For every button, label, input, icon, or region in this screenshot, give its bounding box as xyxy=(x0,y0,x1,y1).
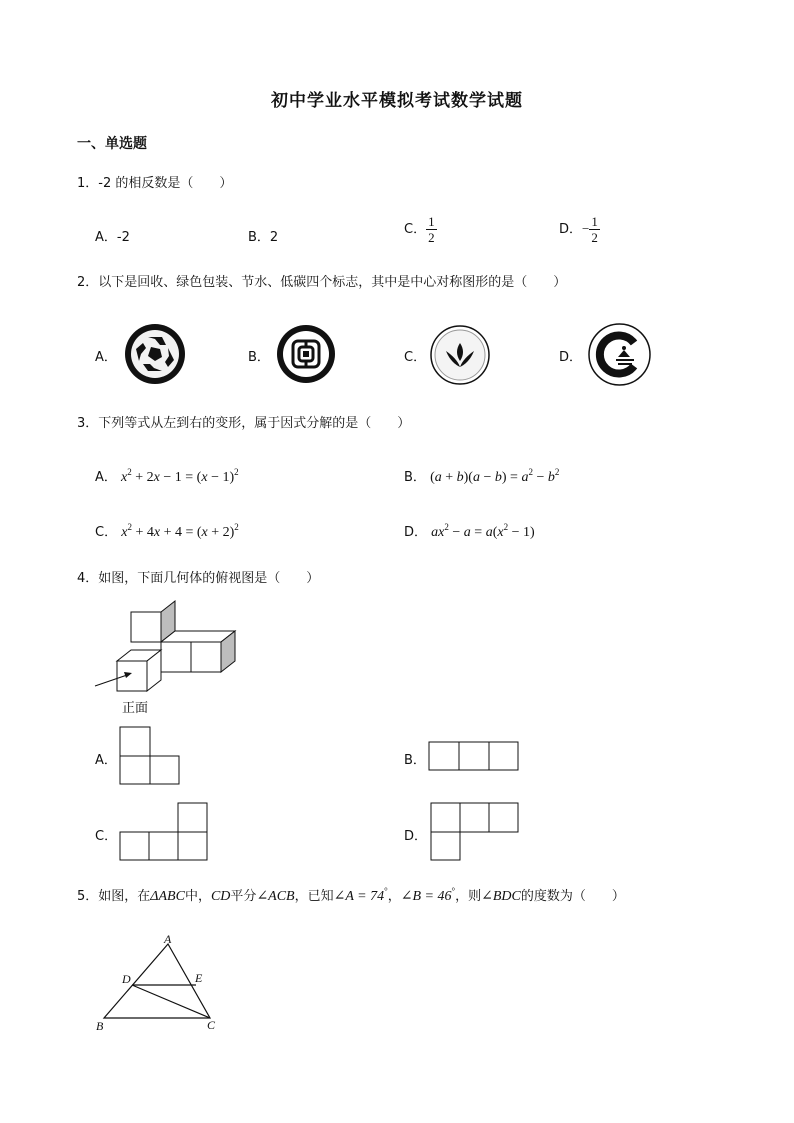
mountain-sun-icon xyxy=(588,323,651,386)
q5-angle-a: ∠A = 74° xyxy=(333,886,388,904)
equation: $(a + b)(a - b) = a^2 - b^2$ xyxy=(430,467,560,485)
section-heading: 一、单选题 xyxy=(77,136,147,152)
q5-text-mid4: ， xyxy=(387,889,401,904)
q4-option-d-label[interactable]: D． xyxy=(404,829,428,844)
q4-option-a-label[interactable]: A． xyxy=(95,753,117,768)
q3-option-d[interactable] xyxy=(404,521,535,541)
leaf-icon xyxy=(430,325,490,385)
option-label: D． xyxy=(559,222,583,237)
q4-option-c-grid xyxy=(119,802,209,862)
triangle-figure xyxy=(96,930,226,1035)
point-a-label: A xyxy=(164,932,172,946)
q5-text-suffix: 的度数为（ ） xyxy=(520,889,625,904)
option-value: -2 xyxy=(116,230,130,245)
q5-cd: CD xyxy=(210,889,231,904)
option-label: A． xyxy=(95,470,117,485)
recycle-icon xyxy=(124,323,186,385)
page-title: 初中学业水平模拟考试数学试题 xyxy=(271,91,523,111)
fraction xyxy=(589,214,600,245)
denominator: 2 xyxy=(591,230,598,245)
option-label: C． xyxy=(404,222,427,237)
option-label: B． xyxy=(404,470,426,485)
q3-option-c[interactable] xyxy=(95,521,239,541)
point-b-label: B xyxy=(96,1019,104,1033)
q5-angle-b: ∠B = 46° xyxy=(400,886,456,904)
minus-sign: − xyxy=(582,221,590,236)
q4-option-d-grid xyxy=(430,802,520,862)
q5-text-mid5: ，则 xyxy=(455,889,482,904)
equation: $ax^2 - a = a(x^2 - 1)$ xyxy=(431,522,535,540)
q1-option-b[interactable] xyxy=(248,226,278,245)
point-d-label: D xyxy=(122,972,131,986)
q5-text-mid3: ，已知 xyxy=(294,889,334,904)
question-2-text: 2．以下是回收、绿色包装、节水、低碳四个标志，其中是中心对称图形的是（ ） xyxy=(77,275,567,290)
fraction xyxy=(426,214,437,245)
front-view-label: 正面 xyxy=(122,701,149,716)
q5-angle-bdc: ∠BDC xyxy=(481,889,521,904)
q4-option-a-grid xyxy=(119,726,181,786)
q1-option-d[interactable] xyxy=(559,214,600,245)
question-5-text xyxy=(77,888,625,906)
q4-option-b-grid xyxy=(428,741,520,772)
q5-angle-acb: ∠ACB xyxy=(256,889,295,904)
q5-text-mid1: 中， xyxy=(184,889,211,904)
q2-option-c-label[interactable]: C． xyxy=(404,350,427,365)
q5-triangle: ΔABC xyxy=(150,889,185,904)
option-label: B． xyxy=(248,230,270,245)
q1-option-a[interactable] xyxy=(95,226,130,245)
q2-option-a-label[interactable]: A． xyxy=(95,350,117,365)
q2-option-b-label[interactable]: B． xyxy=(248,350,270,365)
numerator: 1 xyxy=(591,214,598,229)
question-1-text: 1．-2 的相反数是（ ） xyxy=(77,176,233,191)
question-4-text: 4．如图，下面几何体的俯视图是（ ） xyxy=(77,571,320,586)
q2-option-d-label[interactable]: D． xyxy=(559,350,583,365)
cube-solid-figure xyxy=(90,606,250,701)
option-label: A． xyxy=(95,230,117,245)
q4-option-c-label[interactable]: C． xyxy=(95,829,118,844)
q3-option-b[interactable] xyxy=(404,466,559,486)
equation: $x^2 + 2x - 1 = (x - 1)^2$ xyxy=(121,467,239,485)
point-e-label: E xyxy=(195,971,203,985)
option-label: D． xyxy=(404,525,428,540)
point-c-label: C xyxy=(207,1018,216,1032)
numerator: 1 xyxy=(428,214,435,229)
question-3-text: 3．下列等式从左到右的变形，属于因式分解的是（ ） xyxy=(77,416,411,431)
square-spiral-icon xyxy=(276,324,336,384)
q5-text-prefix: 5．如图，在 xyxy=(77,889,151,904)
denominator: 2 xyxy=(428,230,435,245)
q5-text-mid2: 平分 xyxy=(230,889,257,904)
equation: $x^2 + 4x + 4 = (x + 2)^2$ xyxy=(121,522,239,540)
q4-option-b-label[interactable]: B． xyxy=(404,753,426,768)
q1-option-c[interactable] xyxy=(404,214,437,245)
q3-option-a[interactable] xyxy=(95,466,239,486)
option-label: C． xyxy=(95,525,118,540)
option-value: 2 xyxy=(269,230,279,245)
